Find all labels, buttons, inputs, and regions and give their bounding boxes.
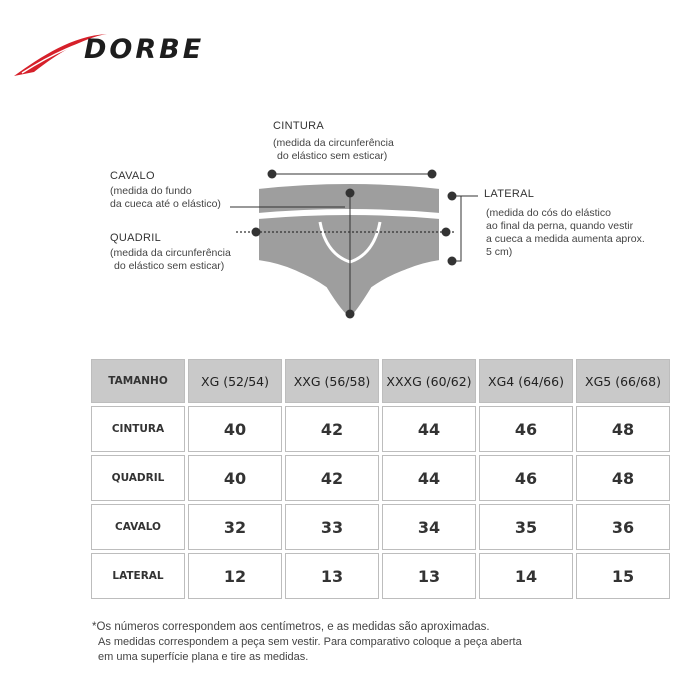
table-cell: 34 <box>382 504 476 550</box>
label-quadril-desc1: (medida da circunferência <box>110 247 231 259</box>
label-cintura-desc1: (medida da circunferência <box>273 137 394 149</box>
label-cavalo-desc1: (medida do fundo <box>110 185 192 197</box>
row-label: CAVALO <box>91 504 185 550</box>
label-lateral-desc2: ao final da perna, quando vestir <box>486 220 634 232</box>
label-lateral-desc1: (medida do cós do elástico <box>486 207 611 219</box>
label-lateral-desc3: a cueca a medida aumenta aprox. <box>486 233 645 245</box>
table-cell: 42 <box>285 406 379 452</box>
table-cell: 44 <box>382 455 476 501</box>
row-label: QUADRIL <box>91 455 185 501</box>
footnote-line: *Os números correspondem aos centímetros, e as medidas são aproximadas. <box>92 621 490 633</box>
header-size-col: XG (52/54) <box>188 359 282 403</box>
table-row <box>91 455 670 501</box>
header-size-col: XXXG (60/62) <box>382 359 476 403</box>
row-label: LATERAL <box>91 553 185 599</box>
table-cell: 32 <box>188 504 282 550</box>
label-cintura-desc2: do elástico sem esticar) <box>277 150 388 162</box>
table-header-row <box>91 359 670 403</box>
table-row <box>91 406 670 452</box>
table-row <box>91 504 670 550</box>
table-cell: 35 <box>479 504 573 550</box>
label-lateral-title: LATERAL <box>484 188 535 200</box>
label-cavalo-title: CAVALO <box>110 170 155 182</box>
label-cavalo <box>110 170 221 211</box>
table-cell: 48 <box>576 455 670 501</box>
brand-logo-text: DORBE <box>84 34 205 65</box>
table-cell: 48 <box>576 406 670 452</box>
label-lateral <box>484 188 645 259</box>
footnotes <box>92 620 672 665</box>
label-cavalo-desc2: da cueca até o elástico) <box>110 198 221 210</box>
footnote-line: As medidas correspondem a peça sem vestir. Para comparativo coloque a peça aberta <box>98 636 522 648</box>
size-table <box>88 356 673 602</box>
label-cintura <box>273 120 394 163</box>
table-cell: 14 <box>479 553 573 599</box>
label-quadril-desc2: do elástico sem esticar) <box>114 260 225 272</box>
table-cell: 36 <box>576 504 670 550</box>
table-cell: 46 <box>479 406 573 452</box>
label-lateral-desc4: 5 cm) <box>486 246 513 258</box>
footnote-line: em uma superfície plana e tire as medidas. <box>98 651 309 663</box>
table-cell: 13 <box>285 553 379 599</box>
table-cell: 46 <box>479 455 573 501</box>
table-cell: 12 <box>188 553 282 599</box>
table-cell: 13 <box>382 553 476 599</box>
header-size-col: XG4 (64/66) <box>479 359 573 403</box>
table-cell: 42 <box>285 455 379 501</box>
label-quadril-title: QUADRIL <box>110 232 161 244</box>
label-quadril <box>110 232 231 273</box>
row-label: CINTURA <box>91 406 185 452</box>
header-tamanho: TAMANHO <box>91 359 185 403</box>
table-cell: 40 <box>188 406 282 452</box>
table-cell: 33 <box>285 504 379 550</box>
header-size-col: XXG (56/58) <box>285 359 379 403</box>
table-cell: 44 <box>382 406 476 452</box>
table-cell: 40 <box>188 455 282 501</box>
table-cell: 15 <box>576 553 670 599</box>
table-row <box>91 553 670 599</box>
header-size-col: XG5 (66/68) <box>576 359 670 403</box>
label-cintura-title: CINTURA <box>273 120 324 132</box>
